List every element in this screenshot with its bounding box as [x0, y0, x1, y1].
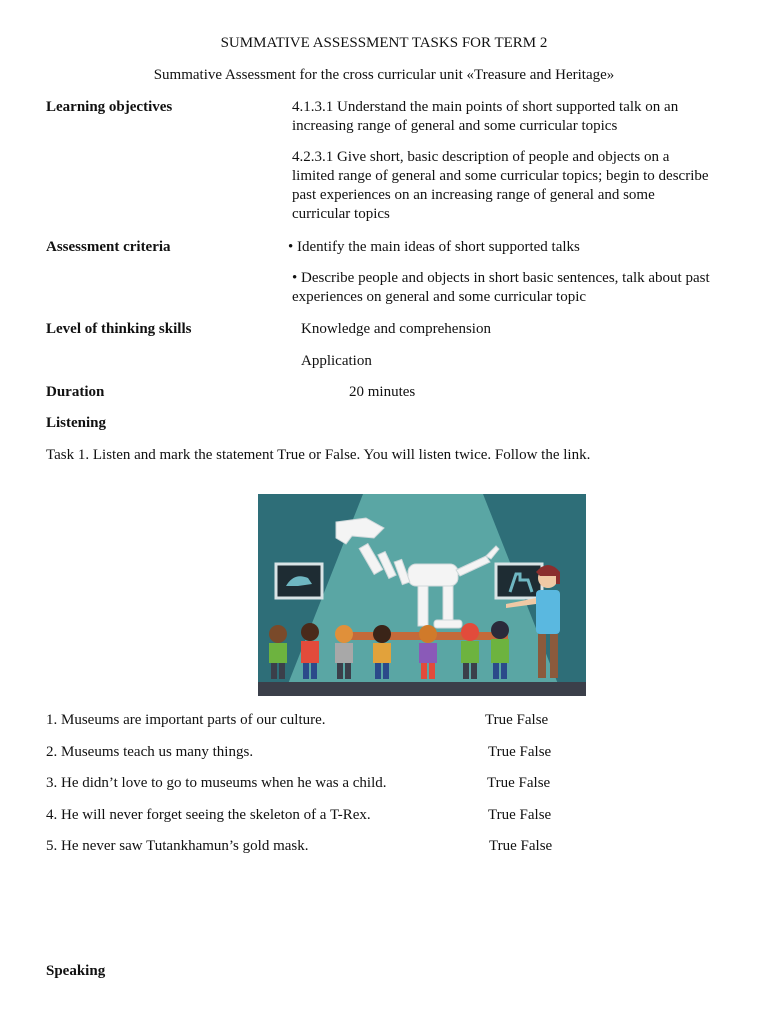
- thinking-label: Level of thinking skills: [46, 321, 192, 337]
- question-text: 3. He didn’t love to go to museums when he was a child.: [46, 775, 387, 791]
- criteria-item: [288, 238, 708, 257]
- question-text: 1. Museums are important parts of our culture.: [46, 712, 326, 728]
- true-false-options[interactable]: True False: [487, 775, 551, 791]
- duration-value: 20 minutes: [349, 384, 416, 400]
- true-false-options[interactable]: True False: [489, 838, 553, 854]
- page-title: SUMMATIVE ASSESSMENT TASKS FOR TERM 2: [220, 35, 548, 51]
- task-instruction: Task 1. Listen and mark the statement True or False. You will listen twice. Follow the link.: [46, 447, 591, 463]
- question-text: 5. He never saw Tutankhamun’s gold mask.: [46, 838, 309, 854]
- children-group: [269, 621, 509, 679]
- question-text: 4. He will never forget seeing the skeleton of a T-Rex.: [46, 807, 371, 823]
- criteria-label: Assessment criteria: [46, 239, 171, 255]
- objective-item: 4.1.3.1 Understand the main points of short supported talk on an increasing range of general and some curricular topics: [292, 99, 679, 134]
- true-false-options[interactable]: True False: [485, 712, 549, 728]
- criteria-item-text: Identify the main ideas of short supported talks: [297, 239, 580, 255]
- true-false-options[interactable]: True False: [488, 807, 552, 823]
- museum-illustration: [258, 494, 586, 696]
- true-false-options[interactable]: True False: [488, 744, 552, 760]
- floor: [258, 682, 586, 696]
- museum-illustration-svg: [258, 494, 586, 696]
- bullet-icon: •: [292, 270, 298, 286]
- thinking-item: Application: [301, 353, 372, 369]
- page-subtitle: Summative Assessment for the cross curricular unit «Treasure and Heritage»: [153, 67, 615, 83]
- criteria-item-text: Describe people and objects in short basic sentences, talk about past experiences on general and some curricular topic: [292, 270, 710, 305]
- duration-label: Duration: [46, 384, 105, 400]
- thinking-item: Knowledge and comprehension: [301, 321, 491, 337]
- question-text: 2. Museums teach us many things.: [46, 744, 254, 760]
- objective-item: 4.2.3.1 Give short, basic description of people and objects on a limited range of general and some curricular topics; begin to describe past experiences on an increasing range of general and some curricular topics: [292, 149, 709, 222]
- speaking-heading: Speaking: [46, 963, 106, 979]
- listening-heading: Listening: [46, 415, 107, 431]
- criteria-item: [292, 269, 712, 307]
- bullet-icon: •: [288, 239, 294, 255]
- objectives-label: Learning objectives: [46, 99, 173, 115]
